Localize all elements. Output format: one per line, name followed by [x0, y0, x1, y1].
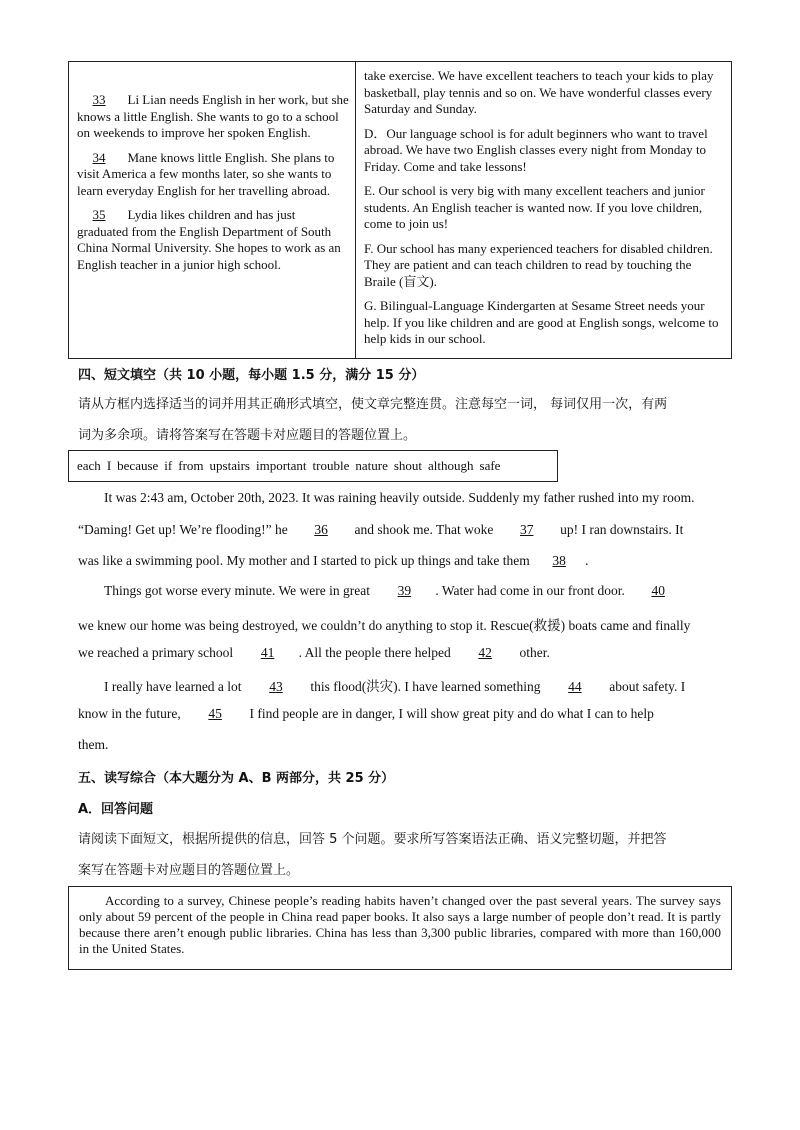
cloze-text: was like a swimming pool. My mother and I started to pick up things and take them: [78, 553, 534, 568]
cloze-blank-44[interactable]: 44: [568, 679, 582, 694]
word-bank-box: [68, 450, 558, 482]
cloze-line: [78, 553, 723, 569]
word-option: each: [77, 458, 101, 473]
section-4-title: 四、短文填空（共 10 小题，每小题 1.5 分，满分 15 分）: [78, 368, 425, 383]
ad-item: take exercise. We have excellent teachers to teach your kids to play basketball, play tennis and so on. We have wonderful classes every Saturday and Sunday.: [364, 68, 714, 116]
reading-passage: According to a survey, Chinese people’s reading habits haven’t changed over the past several years. The survey says only about 59 percent of the people in China read paper books. It also says a large number of people don’t read. It is partly because there aren’t enough public libraries. China has less than 3,300 public libraries, compared with more than 160,000 in the United States.: [79, 893, 721, 956]
cloze-blank-40[interactable]: 40: [651, 583, 665, 598]
cloze-line: [78, 490, 723, 506]
cloze-text: this flood(洪灾). I have learned something: [306, 679, 544, 694]
person-text: Li Lian needs English in her work, but she knows a little English. She wants to go to a school on weekends to improve her spoken English.: [77, 92, 349, 140]
word-option: from: [178, 458, 204, 473]
person-text: Lydia likes children and has just graduated from the English Department of South China Normal University. She hopes to work as an English teacher in a junior high school.: [77, 207, 341, 272]
word-option: if: [164, 458, 173, 473]
cloze-blank-36[interactable]: 36: [314, 522, 328, 537]
cloze-line: [78, 614, 723, 634]
section-5-instructions: 请阅读下面短文，根据所提供的信息，回答 5 个问题。要求所写答案语法正确、语义完整切题，并把答: [78, 832, 667, 847]
cloze-line: [78, 706, 723, 722]
ad-item: F. Our school has many experienced teachers for disabled children. They are patient and can teach children to read by touching the Braile (盲文).: [364, 240, 713, 289]
word-option: important: [255, 458, 307, 473]
word-option: nature: [355, 458, 388, 473]
answer-blank-34[interactable]: 34: [92, 149, 106, 165]
cloze-line: [78, 522, 723, 538]
cloze-text: other.: [516, 645, 550, 660]
word-option: safe: [479, 458, 501, 473]
cloze-line: [78, 645, 723, 661]
cloze-blank-38[interactable]: 38: [552, 553, 566, 568]
cloze-text: them.: [78, 737, 109, 752]
answer-blank-33[interactable]: 33: [92, 92, 106, 107]
person-item-35: [77, 207, 349, 273]
reading-passage-box: [68, 886, 732, 970]
word-option: because: [117, 458, 159, 473]
cloze-blank-39[interactable]: 39: [397, 583, 412, 598]
cloze-text: up! I ran downstairs. It: [556, 522, 684, 537]
cloze-blank-45[interactable]: 45: [208, 706, 222, 721]
cloze-blank-43[interactable]: 43: [269, 679, 283, 694]
cloze-text: know in the future,: [78, 706, 185, 721]
word-option: upstairs: [209, 458, 250, 473]
person-item-33: [77, 92, 349, 142]
cloze-text: we knew our home was being destroyed, we couldn’t do anything to stop it. Rescue(救援) boats came and finally: [78, 618, 691, 633]
section-4-instructions: 词为多余项。请将答案写在答题卡对应题目的答题位置上。: [78, 428, 417, 443]
word-option: although: [428, 458, 474, 473]
cloze-blank-41[interactable]: 41: [260, 645, 275, 660]
cloze-text: It was 2:43 am, October 20th, 2023. It was raining heavily outside. Suddenly my father rushed into my room.: [104, 490, 695, 505]
section-5-title: 五、读写综合（本大题分为 A、B 两部分，共 25 分）: [78, 771, 395, 786]
person-item-34: [77, 150, 349, 200]
matching-table: [68, 61, 732, 359]
cloze-text: we reached a primary school: [78, 645, 237, 660]
ad-item: G. Bilingual-Language Kindergarten at Sesame Street needs your help. If you like children and are good at English songs, welcome to help kids in our school.: [364, 298, 719, 346]
section-4-instructions: 请从方框内选择适当的词并用其正确形式填空，使文章完整连贯。注意每空一词， 每词仅用一次，有两: [78, 397, 668, 412]
matching-ads-column: [356, 62, 731, 358]
word-option: trouble: [312, 458, 350, 473]
ad-item: E. Our school is very big with many excellent teachers and junior students. An English teacher is wanted now. If you love children, come to join us!: [364, 183, 705, 231]
cloze-line: [78, 675, 723, 695]
cloze-text: . All the people there helped: [298, 645, 455, 660]
cloze-text: Things got worse every minute. We were in great: [104, 583, 374, 598]
cloze-text: I really have learned a lot: [104, 679, 245, 694]
cloze-text: “Daming! Get up! We’re flooding!” he: [78, 522, 292, 537]
cloze-text: .: [585, 553, 589, 568]
cloze-text: about safety. I: [605, 679, 686, 694]
section-5a-subtitle: A．回答问题: [78, 802, 154, 817]
answer-blank-35[interactable]: 35: [92, 207, 106, 222]
cloze-text: . Water had come in our front door.: [435, 583, 629, 598]
word-option: I: [106, 458, 112, 473]
ad-item: D．Our language school is for adult beginners who want to travel abroad. We have two English classes every night from Monday to Friday. Come and take lessons!: [364, 125, 708, 174]
word-option: shout: [393, 458, 423, 473]
cloze-blank-37[interactable]: 37: [519, 522, 534, 537]
person-text: Mane knows little English. She plans to visit America a few months later, so she wants to learn everyday English for her travelling abroad.: [77, 149, 335, 198]
cloze-line: [78, 583, 723, 599]
cloze-text: I find people are in danger, I will show great pity and do what I can to help: [246, 706, 654, 721]
cloze-text: and shook me. That woke: [351, 522, 497, 537]
cloze-line: [78, 737, 723, 753]
cloze-blank-42[interactable]: 42: [478, 645, 492, 660]
matching-people-column: [69, 62, 356, 358]
section-5-instructions: 案写在答题卡对应题目的答题位置上。: [78, 863, 300, 878]
